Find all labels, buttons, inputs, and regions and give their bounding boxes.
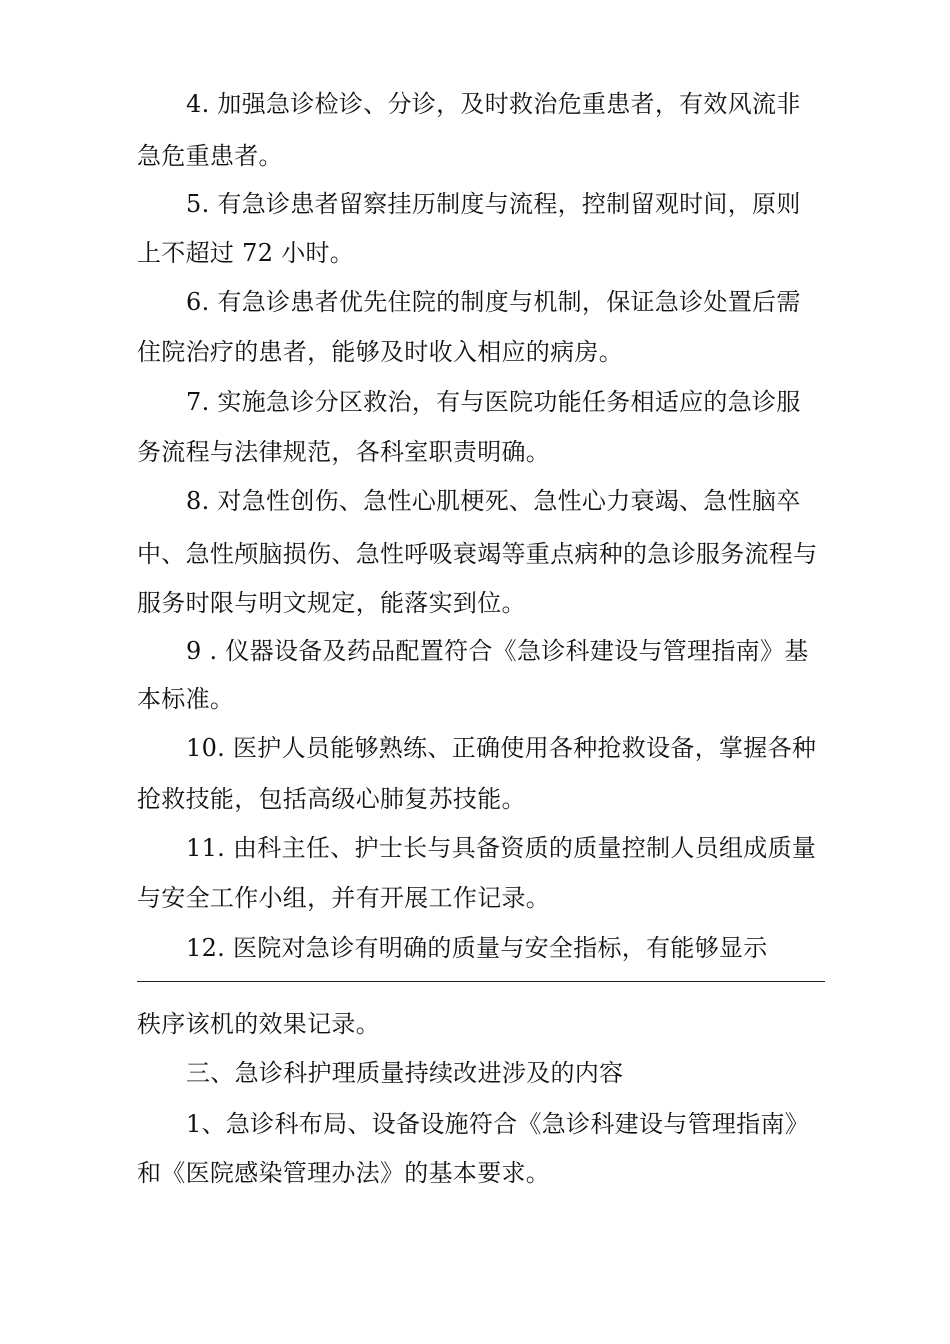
paragraph-4-line-1: 4. 加强急诊检诊、分诊，及时救治危重患者，有效风流非 bbox=[186, 90, 801, 118]
paragraph-8-line-2: 中、急性颅脑损伤、急性呼吸衰竭等重点病种的急诊服务流程与 bbox=[137, 540, 818, 568]
paragraph-8-line-1: 8. 对急性创伤、急性心肌梗死、急性心力衰竭、急性脑卒 bbox=[186, 487, 801, 515]
section-3-heading: 三、急诊科护理质量持续改进涉及的内容 bbox=[186, 1059, 624, 1087]
paragraph-5-line-1: 5. 有急诊患者留察挂历制度与流程，控制留观时间，原则 bbox=[186, 190, 801, 218]
paragraph-9-line-2: 本标准。 bbox=[137, 685, 235, 713]
paragraph-6-line-2: 住院治疗的患者，能够及时收入相应的病房。 bbox=[137, 338, 623, 366]
paragraph-11-line-1: 11. 由科主任、护士长与具备资质的质量控制人员组成质量 bbox=[186, 834, 817, 862]
paragraph-12-line-2: 秩序该机的效果记录。 bbox=[137, 1010, 380, 1038]
paragraph-7-line-2: 务流程与法律规范，各科室职责明确。 bbox=[137, 438, 551, 466]
divider-rule bbox=[137, 981, 825, 982]
section-3-item-1-line-1: 1、急诊科布局、设备设施符合《急诊科建设与管理指南》 bbox=[186, 1110, 810, 1138]
paragraph-10-line-1: 10. 医护人员能够熟练、正确使用各种抢救设备，掌握各种 bbox=[186, 734, 817, 762]
paragraph-9-line-1: 9 . 仪器设备及药品配置符合《急诊科建设与管理指南》基 bbox=[186, 637, 809, 665]
paragraph-4-line-2: 急危重患者。 bbox=[137, 142, 283, 170]
paragraph-5-line-2: 上不超过 72 小时。 bbox=[137, 239, 355, 267]
paragraph-11-line-2: 与安全工作小组，并有开展工作记录。 bbox=[137, 884, 551, 912]
paragraph-8-line-3: 服务时限与明文规定，能落实到位。 bbox=[137, 589, 526, 617]
section-3-item-1-line-2: 和《医院感染管理办法》的基本要求。 bbox=[137, 1159, 551, 1187]
paragraph-6-line-1: 6. 有急诊患者优先住院的制度与机制，保证急诊处置后需 bbox=[186, 288, 801, 316]
paragraph-10-line-2: 抢救技能，包括高级心肺复苏技能。 bbox=[137, 785, 526, 813]
paragraph-12-line-1: 12. 医院对急诊有明确的质量与安全指标，有能够显示 bbox=[186, 934, 768, 962]
paragraph-7-line-1: 7. 实施急诊分区救治，有与医院功能任务相适应的急诊服 bbox=[186, 388, 801, 416]
